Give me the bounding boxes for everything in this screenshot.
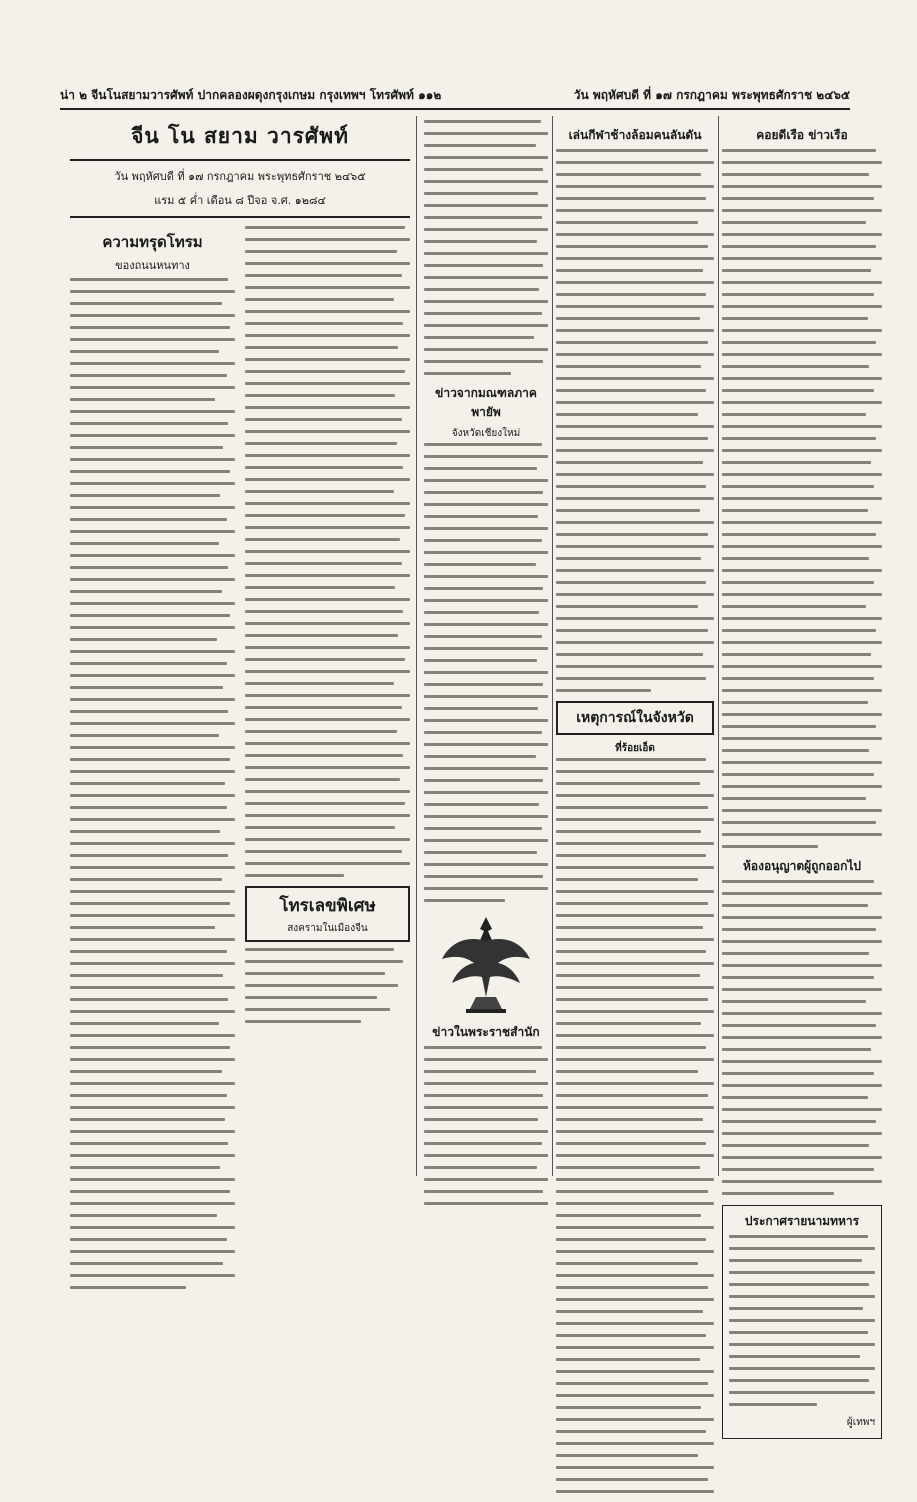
- header-rule: [60, 108, 850, 110]
- section-subheading: จังหวัดเชียงใหม่: [451, 428, 521, 439]
- telegram-subtitle: สงครามในเมืองจีน: [287, 923, 368, 934]
- masthead-date: วัน พฤหัศบดี ที่ ๑๗ กรกฎาคม พระพุทธศักราช ๒๔๖๕: [114, 170, 366, 183]
- column-3: [556, 118, 714, 1502]
- section-heading: ห้องอนุญาตผู้ถูกออกไป: [742, 859, 862, 873]
- column-1-body: [70, 224, 410, 1298]
- article-body-text: [556, 758, 714, 1493]
- column-divider: [552, 116, 553, 1176]
- column-4: [722, 118, 882, 1439]
- column-divider: [416, 116, 417, 1176]
- section-heading: คอยดีเรือ ข่าวเรือ: [756, 128, 848, 142]
- masthead-rule: [70, 216, 410, 218]
- province-news-subtitle: ที่ร้อยเอ็ด: [615, 743, 655, 754]
- province-news-box: [556, 701, 714, 735]
- article-headline: ความทรุดโทรม: [102, 233, 203, 251]
- notice-signature: ผู้เทพฯ: [846, 1417, 875, 1428]
- notice-body-text: [729, 1235, 875, 1406]
- telegram-title: โทรเลขพิเศษ: [279, 896, 376, 916]
- garuda-emblem-image: [436, 911, 536, 1015]
- article-body-text: [424, 1046, 548, 1205]
- column-divider: [718, 116, 719, 1176]
- section-heading: ข่าวจากมณฑลภาคพายัพ: [435, 386, 537, 419]
- article-body-text: [245, 226, 410, 877]
- article-body-text: [722, 880, 882, 1195]
- running-header-left: น่า ๒ จีนโนสยามวารศัพท์ ปากคลองผดุงกรุงเกษม กรุงเทพฯ โทรศัพท์ ๑๑๒: [60, 87, 442, 102]
- article-byline: ของถนนหนทาง: [115, 259, 190, 272]
- column-1: [70, 118, 410, 1298]
- section-heading: เล่นกีฬาช้างล้อมคนลันดัน: [568, 128, 702, 142]
- notice-box: [722, 1205, 882, 1439]
- section-heading: ข่าวในพระราชสำนัก: [432, 1025, 540, 1039]
- province-news-title: เหตุการณ์ในจังหวัด: [576, 710, 694, 726]
- running-header-right: วัน พฤหัศบดี ที่ ๑๗ กรกฎาคม พระพุทธศักราช ๒๔๖๕: [573, 87, 850, 102]
- masthead-title: จีน โน สยาม วารศัพท์: [70, 118, 410, 161]
- column-1b: [245, 224, 410, 1298]
- article-body-text: [556, 149, 714, 692]
- telegram-body-text: [245, 948, 410, 1023]
- notice-title: ประกาศรายนามทหาร: [744, 1214, 860, 1228]
- article-body-text: [70, 278, 235, 1289]
- telegram-box: [245, 886, 410, 942]
- article-body-text: [424, 443, 548, 902]
- masthead-meta: แรม ๕ ค่ำ เดือน ๘ ปีจอ จ.ศ. ๑๒๘๔: [154, 194, 326, 207]
- article-body-text: [424, 120, 548, 375]
- column-1a: [70, 224, 235, 1298]
- article-body-text: [722, 149, 882, 848]
- column-2: [424, 118, 548, 1214]
- running-header: [60, 84, 850, 106]
